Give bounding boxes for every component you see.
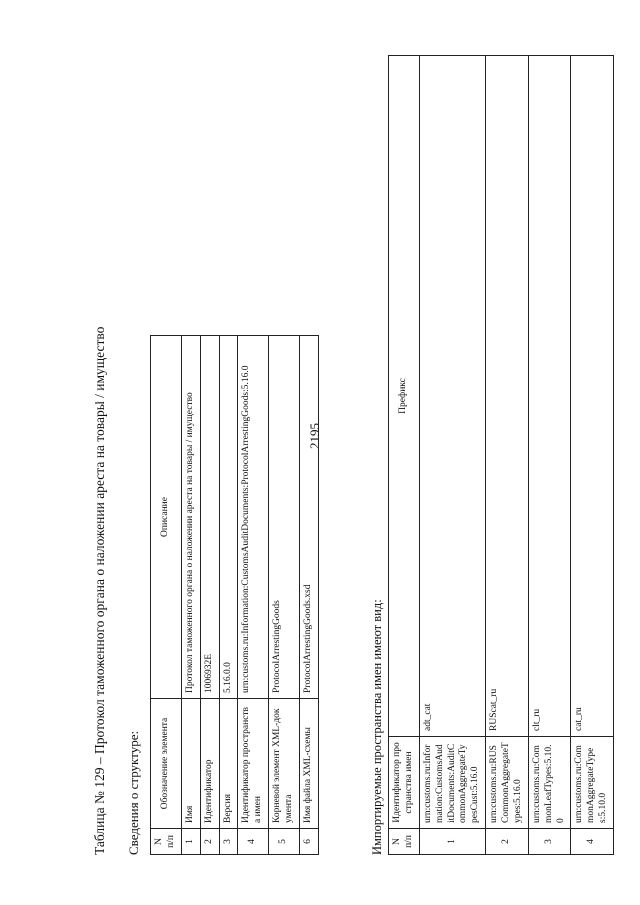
table-row xyxy=(486,56,529,855)
namespace-prefix: cat_ru xyxy=(571,56,614,737)
row-number: 2 xyxy=(486,829,529,855)
namespace-id: urn:customs.ru:Information:CustomsAuditDocuments:AuditCommonAggregateTypesCust:5.16.0 xyxy=(419,737,485,829)
header-namespace: Идентификатор пространства имен xyxy=(389,737,420,829)
namespace-prefix: clt_ru xyxy=(528,56,571,737)
namespace-id: urn:customs.ru:CommonLeafTypes:5.10.0 xyxy=(528,737,571,829)
structure-table-header xyxy=(151,336,182,855)
table-row xyxy=(219,336,238,855)
header-number: N п/п xyxy=(151,829,182,855)
structure-heading: Сведения о структуре: xyxy=(126,730,141,855)
row-number: 5 xyxy=(269,829,300,855)
element-name: Имя xyxy=(181,699,200,829)
structure-table xyxy=(150,335,319,855)
imports-table-header xyxy=(389,56,420,855)
imports-heading: Импортируемые пространства имен имеют вид: xyxy=(370,599,384,855)
element-description: 1006932E xyxy=(200,336,219,699)
table-row xyxy=(238,336,269,855)
row-number: 3 xyxy=(219,829,238,855)
row-number: 2 xyxy=(200,829,219,855)
imports-table xyxy=(388,55,614,855)
page-number: 2195 xyxy=(307,423,322,449)
table-row xyxy=(419,56,485,855)
element-name: Корневой элемент XML-документа xyxy=(269,699,300,829)
header-number: N п/п xyxy=(389,829,420,855)
namespace-prefix: adt_cat xyxy=(419,56,485,737)
rotated-content xyxy=(70,45,610,855)
element-description: 5.16.0.0 xyxy=(219,336,238,699)
element-description: ProtocolArrestingGoods xyxy=(269,336,300,699)
table-row xyxy=(269,336,300,855)
namespace-id: urn:customs.ru:RUSCommonAggregateTypes:5.16.0 xyxy=(486,737,529,829)
namespace-prefix: RUScat_ru xyxy=(486,56,529,737)
element-name: Идентификатор xyxy=(200,699,219,829)
document-title: Таблица № 129 – Протокол таможенного органа о наложении ареста на товары / имущество xyxy=(92,326,107,855)
row-number: 1 xyxy=(181,829,200,855)
header-prefix: Префикс xyxy=(389,56,420,737)
row-number: 3 xyxy=(528,829,571,855)
table-row xyxy=(299,336,318,855)
element-name: Идентификатор пространства имен xyxy=(238,699,269,829)
element-name: Имя файла XML-схемы xyxy=(299,699,318,829)
element-description: Протокол таможенного органа о наложении ареста на товары / имущество xyxy=(181,336,200,699)
row-number: 4 xyxy=(571,829,614,855)
element-name: Версия xyxy=(219,699,238,829)
table-row xyxy=(528,56,571,855)
table-row xyxy=(181,336,200,855)
row-number: 6 xyxy=(299,829,318,855)
row-number: 1 xyxy=(419,829,485,855)
table-row xyxy=(200,336,219,855)
header-description: Описание xyxy=(151,336,182,699)
header-element-name: Обозначение элемента xyxy=(151,699,182,829)
element-description: urn:customs.ru:Information:CustomsAuditDocuments:ProtocolArrestingGoods:5.16.0 xyxy=(238,336,269,699)
row-number: 4 xyxy=(238,829,269,855)
table-row xyxy=(571,56,614,855)
element-description: ProtocolArrestingGoods.xsd xyxy=(299,336,318,699)
namespace-id: urn:customs.ru:CommonAggregateTypes:5.10.0 xyxy=(571,737,614,829)
